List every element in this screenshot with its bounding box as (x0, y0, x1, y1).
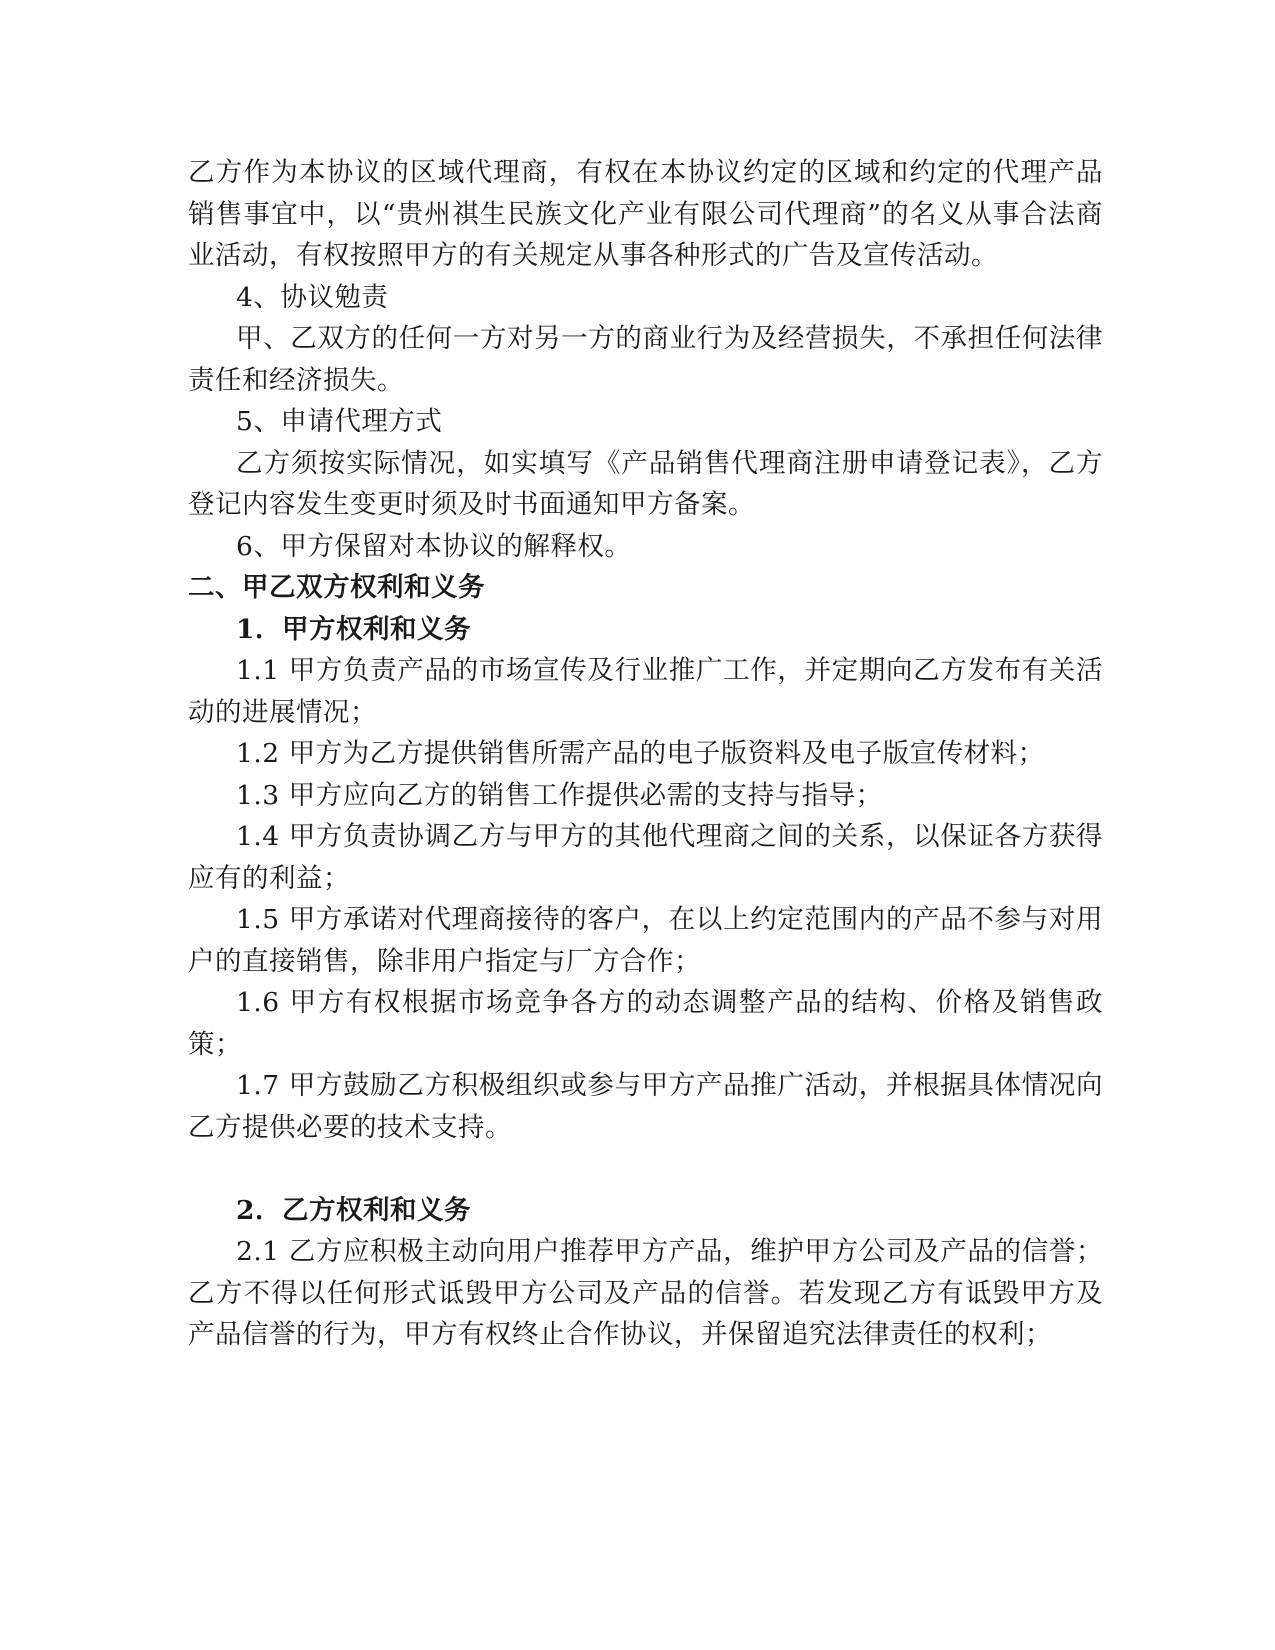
clause-1-2: 1.2 甲方为乙方提供销售所需产品的电子版资料及电子版宣传材料； (236, 738, 1045, 769)
heading-agreement-exemption: 4、协议勉责 (236, 281, 389, 313)
paragraph-application: 乙方须按实际情况，如实填写《产品销售代理商注册申请登记表》，乙方登记内容发生变更时须及时书面通知甲方备案。 (188, 447, 1103, 520)
clause-1-3: 1.3 甲方应向乙方的销售工作提供必需的支持与指导； (236, 779, 883, 811)
document-body (188, 152, 1103, 1356)
clause-1-6: 1.6 甲方有权根据市场竞争各方的动态调整产品的结构、价格及销售政策； (188, 987, 1103, 1060)
subheading-party-a: 1．甲方权利和义务 (236, 613, 471, 645)
clause-1-1: 1.1 甲方负责产品的市场宣传及行业推广工作，并定期向乙方发布有关活动的进展情况； (188, 655, 1103, 728)
paragraph-interpretation: 6、甲方保留对本协议的解释权。 (236, 530, 632, 562)
clause-1-5: 1.5 甲方承诺对代理商接待的客户，在以上约定范围内的产品不参与对用户的直接销售，除非用户指定与厂方合作； (188, 904, 1103, 977)
paragraph-agent-rights: 乙方作为本协议的区域代理商，有权在本协议约定的区域和约定的代理产品销售事宜中，以“贵州祺生民族文化产业有限公司代理商”的名义从事合法商业活动，有权按照甲方的有关规定从事各种形式的广告及宣传活动。 (188, 157, 1103, 271)
section-heading-rights-obligations: 二、甲乙双方权利和义务 (188, 572, 485, 603)
subheading-party-b: 2．乙方权利和义务 (236, 1194, 471, 1226)
paragraph-exemption: 甲、乙双方的任何一方对另一方的商业行为及经营损失，不承担任何法律责任和经济损失。 (188, 323, 1103, 396)
paragraph-spacer (188, 1148, 1103, 1190)
clause-1-4: 1.4 甲方负责协调乙方与甲方的其他代理商之间的关系，以保证各方获得应有的利益； (188, 821, 1103, 894)
clause-2-1: 2.1 乙方应积极主动向用户推荐甲方产品，维护甲方公司及产品的信誉；乙方不得以任何形式诋毁甲方公司及产品的信誉。若发现乙方有诋毁甲方及产品信誉的行为，甲方有权终止合作协议，并保留追究法律责任的权利； (188, 1236, 1103, 1350)
clause-1-7: 1.7 甲方鼓励乙方积极组织或参与甲方产品推广活动，并根据具体情况向乙方提供必要的技术支持。 (188, 1070, 1103, 1143)
heading-application-method: 5、申请代理方式 (236, 406, 443, 437)
